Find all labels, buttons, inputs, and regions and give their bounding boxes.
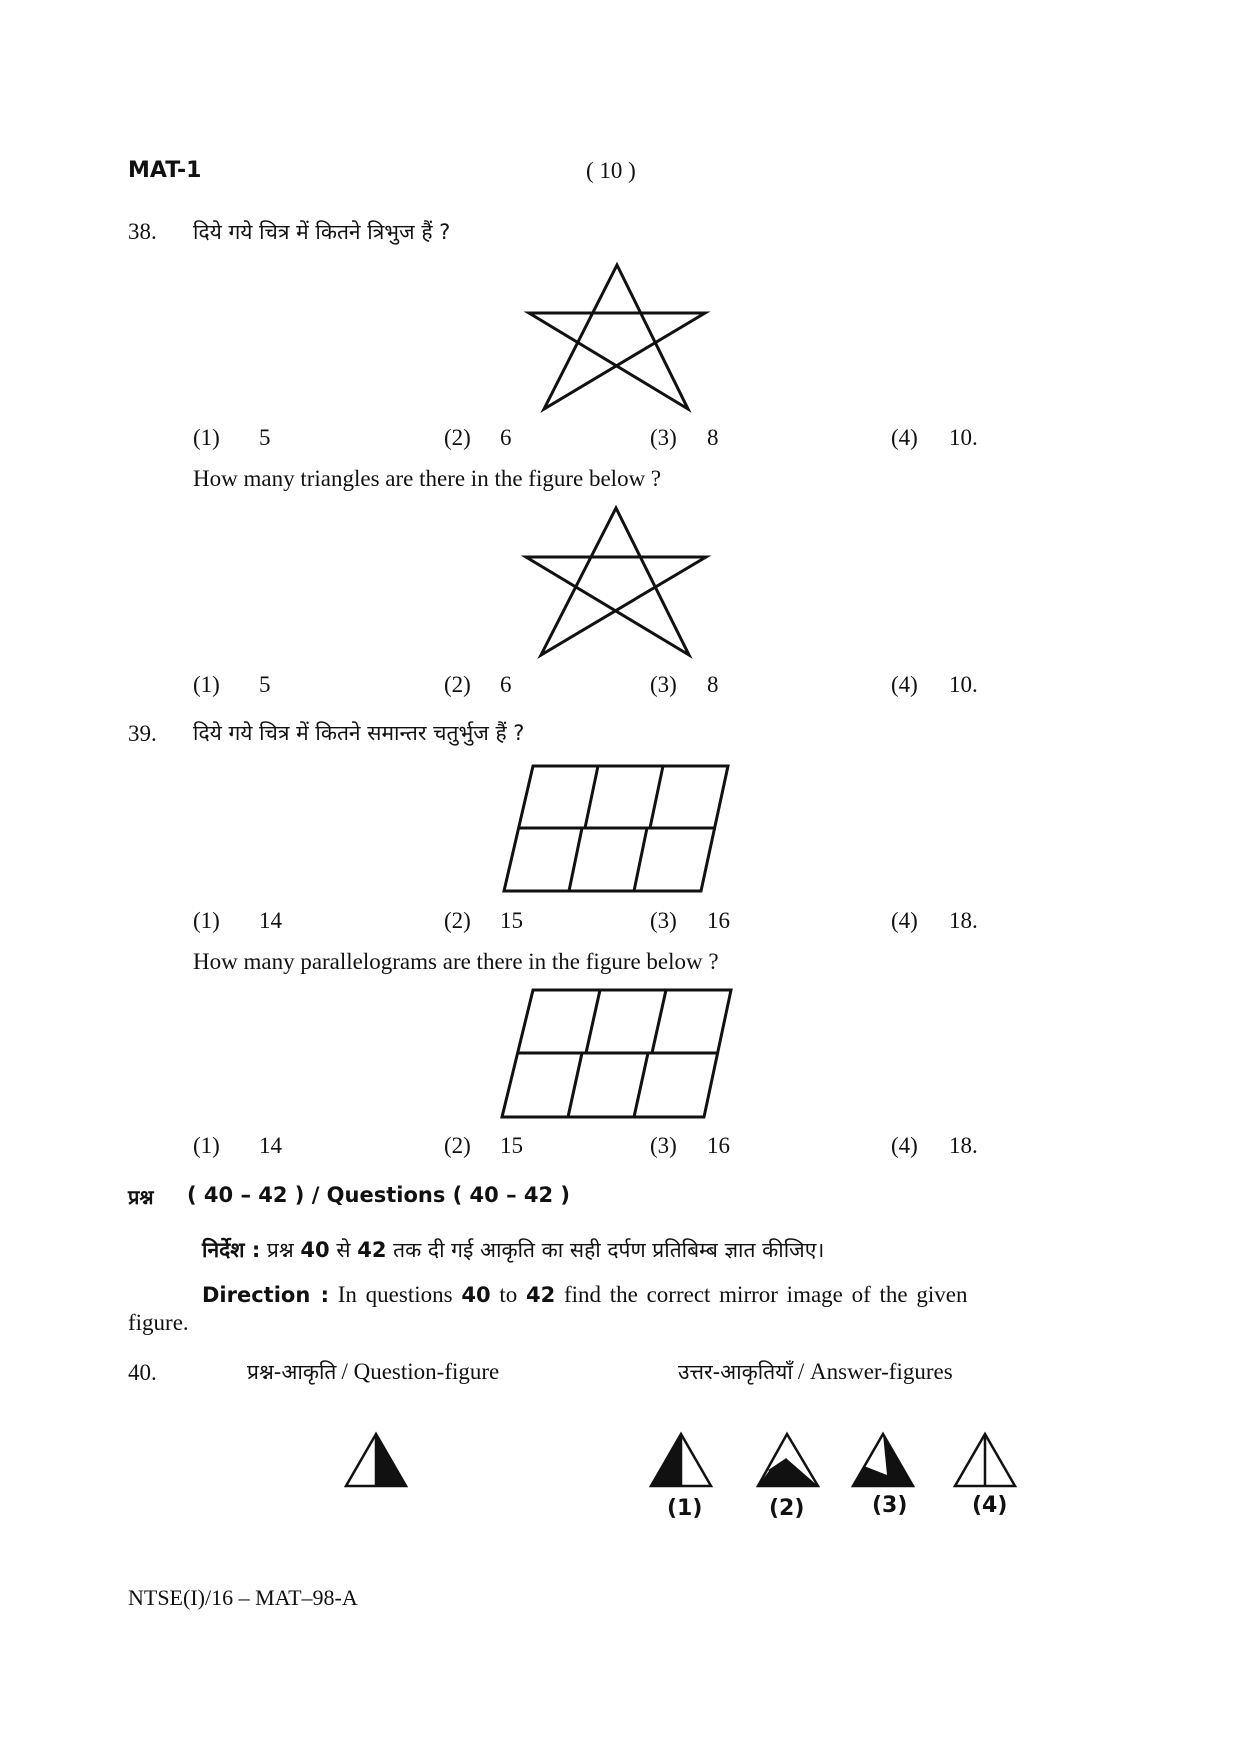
hindi-direction-text: से xyxy=(336,1238,351,1262)
hindi-direction-text: प्रश्न xyxy=(266,1238,294,1262)
option-value: 16 xyxy=(707,908,730,933)
option-value: 10. xyxy=(949,425,978,450)
option-value: 16 xyxy=(707,1133,730,1158)
q40-answer-figure-2 xyxy=(758,1434,818,1486)
answer-label-1: (1) xyxy=(667,1496,703,1521)
english-direction-continued: figure. xyxy=(128,1310,189,1335)
option-number: (2) xyxy=(444,1133,471,1158)
q40-answer-figure-4 xyxy=(955,1434,1015,1486)
question-figure-label-english: / Question-figure xyxy=(341,1359,500,1384)
q38-english-question: How many triangles are there in the figure below ? xyxy=(193,466,662,491)
hindi-direction-num: 40 xyxy=(300,1238,330,1262)
option-value: 14 xyxy=(259,908,282,933)
direction-num: 42 xyxy=(525,1283,556,1307)
option-value: 6 xyxy=(500,672,512,697)
q38-number: 38. xyxy=(128,219,157,244)
hindi-direction-text: तक दी गई आकृति का सही दर्पण प्रतिबिम्ब ज्ञात कीजिए। xyxy=(393,1238,825,1262)
option-number: (4) xyxy=(891,1133,918,1158)
option-value: 8 xyxy=(707,672,719,697)
option-number: (1) xyxy=(193,672,220,697)
direction-label: Direction : xyxy=(202,1283,330,1307)
q39-english-question: How many parallelograms are there in the figure below ? xyxy=(193,949,719,974)
direction-num: 40 xyxy=(461,1283,491,1307)
q39-number: 39. xyxy=(128,721,157,746)
answer-figures-label-english: / Answer-figures xyxy=(797,1359,953,1384)
option-number: (4) xyxy=(891,908,918,933)
option-value: 14 xyxy=(259,1133,282,1158)
answer-label-2: (2) xyxy=(769,1496,805,1521)
direction-text: to xyxy=(499,1282,518,1307)
option-value: 18. xyxy=(949,908,978,933)
option-value: 6 xyxy=(500,425,512,450)
option-number: (3) xyxy=(650,1133,677,1158)
option-number: (4) xyxy=(891,425,918,450)
q39-hindi-question: दिये गये चित्र में कितने समान्तर चतुर्भुज हैं ? xyxy=(193,721,525,745)
option-value: 10. xyxy=(949,672,978,697)
option-number: (2) xyxy=(444,425,471,450)
direction-text: In questions xyxy=(337,1282,453,1307)
option-value: 15 xyxy=(500,1133,523,1158)
option-number: (2) xyxy=(444,672,471,697)
q38-hindi-question: दिये गये चित्र में कितने त्रिभुज हैं ? xyxy=(193,220,451,244)
section-heading-hindi: प्रश्न xyxy=(128,1185,154,1209)
option-number: (4) xyxy=(891,672,918,697)
option-value: 8 xyxy=(707,425,719,450)
footer-code: NTSE(I)/16 – MAT–98-A xyxy=(128,1585,358,1610)
option-number: (1) xyxy=(193,908,220,933)
q40-answer-figure-3 xyxy=(853,1434,913,1486)
option-number: (3) xyxy=(650,908,677,933)
option-number: (2) xyxy=(444,908,471,933)
option-number: (1) xyxy=(193,1133,220,1158)
answer-label-3: (3) xyxy=(872,1493,908,1518)
option-value: 5 xyxy=(259,425,271,450)
option-value: 15 xyxy=(500,908,523,933)
option-number: (1) xyxy=(193,425,220,450)
q40-number: 40. xyxy=(128,1360,157,1385)
q40-question-figure xyxy=(346,1434,406,1493)
answer-figures-label-hindi: उत्तर-आकृतियाँ xyxy=(678,1360,793,1384)
header-code: MAT-1 xyxy=(128,158,202,183)
question-figure-label-hindi: प्रश्न-आकृति xyxy=(247,1360,337,1384)
direction-text: find the correct mirror image of the given xyxy=(563,1282,968,1307)
option-value: 5 xyxy=(259,672,271,697)
option-value: 18. xyxy=(949,1133,978,1158)
answer-label-4: (4) xyxy=(972,1493,1008,1518)
option-number: (3) xyxy=(650,672,677,697)
q40-answer-figure-1 xyxy=(651,1434,711,1486)
hindi-direction-num: 42 xyxy=(357,1238,387,1262)
page-number: ( 10 ) xyxy=(586,158,636,183)
hindi-direction-label: निर्देश : xyxy=(202,1238,261,1262)
option-number: (3) xyxy=(650,425,677,450)
section-heading-range: ( 40 – 42 ) / Questions ( 40 – 42 ) xyxy=(187,1183,571,1207)
